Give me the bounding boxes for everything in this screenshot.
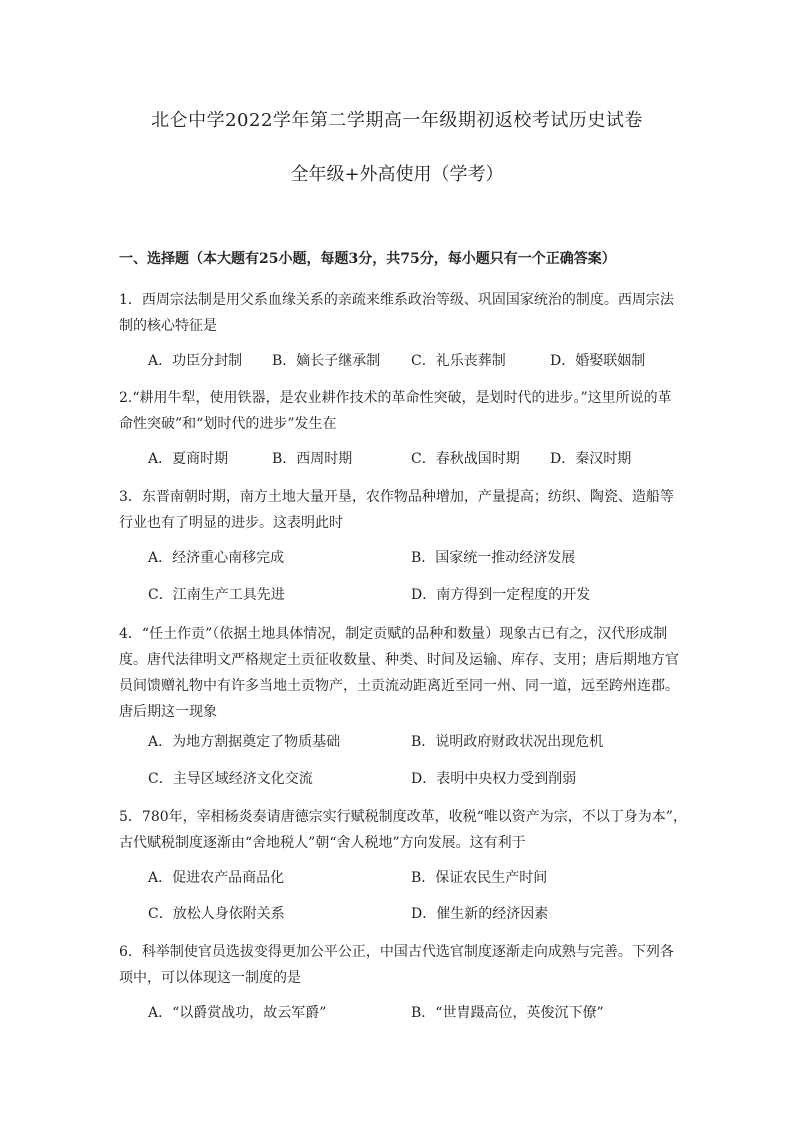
question-2-options: [148, 449, 708, 469]
question-line: 1．西周宗法制是用父系血缘关系的亲疏来维系政治等级、巩固国家统治的制度。西周宗法: [119, 292, 674, 308]
question-2-stem: [119, 385, 685, 437]
question-6-options: [148, 1003, 708, 1023]
option-c: C．礼乐丧葬制: [411, 353, 506, 369]
question-line: 命性突破”和“划时代的进步”发生在: [119, 416, 337, 432]
question-line: 员间馈赠礼物中有许多当地土贡物产，土贡流动距离近至同一州、同一道，远至跨州连郡。: [119, 678, 679, 694]
option-d: D．表明中央权力受到削弱: [411, 771, 577, 787]
option-d: D．秦汉时期: [550, 451, 632, 467]
question-5-options-row1: [148, 868, 708, 888]
option-b: B．说明政府财政状况出现危机: [411, 734, 604, 750]
option-c: C．江南生产工具先进: [148, 587, 285, 603]
question-6-stem: [119, 939, 685, 991]
option-b: B．嫡长子继承制: [272, 353, 381, 369]
question-line: 6．科举制使官员选拔变得更加公平公正，中国古代选官制度逐渐走向成熟与完善。下列各: [119, 944, 674, 960]
option-a: A．经济重心南移完成: [148, 550, 285, 566]
option-a: A．“以爵赏战功，故云军爵”: [148, 1005, 327, 1021]
question-line: 5．780年，宰相杨炎奏请唐德宗实行赋税制度改革，收税“唯以资产为宗，不以丁身为本”，: [119, 809, 687, 825]
section-heading: 一、选择题（本大题有25小题，每题3分，共75分，每小题只有一个正确答案）: [119, 251, 616, 267]
option-b: B．西周时期: [272, 451, 353, 467]
question-3-options-row1: [148, 548, 708, 568]
option-b: B．国家统一推动经济发展: [411, 550, 576, 566]
question-line: 2.“耕用牛犁，使用铁器，是农业耕作技术的革命性突破，是划时代的进步。”这里所说的革: [119, 390, 672, 406]
option-a: A．功臣分封制: [148, 353, 243, 369]
exam-subtitle: 全年级+外高使用（学考）: [290, 164, 504, 185]
question-line: 行业也有了明显的进步。这表明此时: [119, 515, 343, 531]
exam-title: 北仑中学2022学年第二学期高一年级期初返校考试历史试卷: [151, 110, 643, 131]
option-a: A．促进农产品商品化: [148, 870, 285, 886]
question-1-stem: [119, 287, 685, 339]
question-4-options-row1: [148, 732, 708, 752]
option-b: B．“世胄蹑高位，英俊沉下僚”: [411, 1005, 604, 1021]
question-line: 项中，可以体现这一制度的是: [119, 970, 301, 986]
option-c: C．春秋战国时期: [411, 451, 520, 467]
question-3-options-row2: [148, 585, 708, 605]
option-d: D．婚娶联姻制: [550, 353, 646, 369]
question-line: 古代赋税制度逐渐由“舍地税人”朝“舍人税地”方向发展。这有利于: [119, 835, 526, 851]
question-line: 唐后期这一现象: [119, 704, 217, 720]
option-d: D．催生新的经济因素: [411, 906, 549, 922]
option-d: D．南方得到一定程度的开发: [411, 587, 591, 603]
question-1-options: [148, 351, 708, 371]
question-5-stem: [119, 804, 685, 856]
option-c: C．主导区域经济文化交流: [148, 771, 313, 787]
option-a: A．为地方割据奠定了物质基础: [148, 734, 341, 750]
option-b: B．保证农民生产时间: [411, 870, 548, 886]
option-c: C．放松人身依附关系: [148, 906, 285, 922]
question-3-stem: [119, 484, 685, 536]
question-5-options-row2: [148, 904, 708, 924]
question-line: 3．东晋南朝时期，南方土地大量开垦，农作物品种增加，产量提高；纺织、陶瓷、造船等: [119, 489, 674, 505]
question-4-stem: [119, 621, 685, 725]
question-line: 制的核心特征是: [119, 318, 217, 334]
option-a: A．夏商时期: [148, 451, 229, 467]
question-line: 4．“任土作贡”（依据土地具体情况，制定贡赋的品种和数量）现象古已有之，汉代形成制: [119, 626, 668, 642]
question-4-options-row2: [148, 769, 708, 789]
question-line: 度。唐代法律明文严格规定土贡征收数量、种类、时间及运输、库存、支用；唐后期地方官: [119, 652, 679, 668]
